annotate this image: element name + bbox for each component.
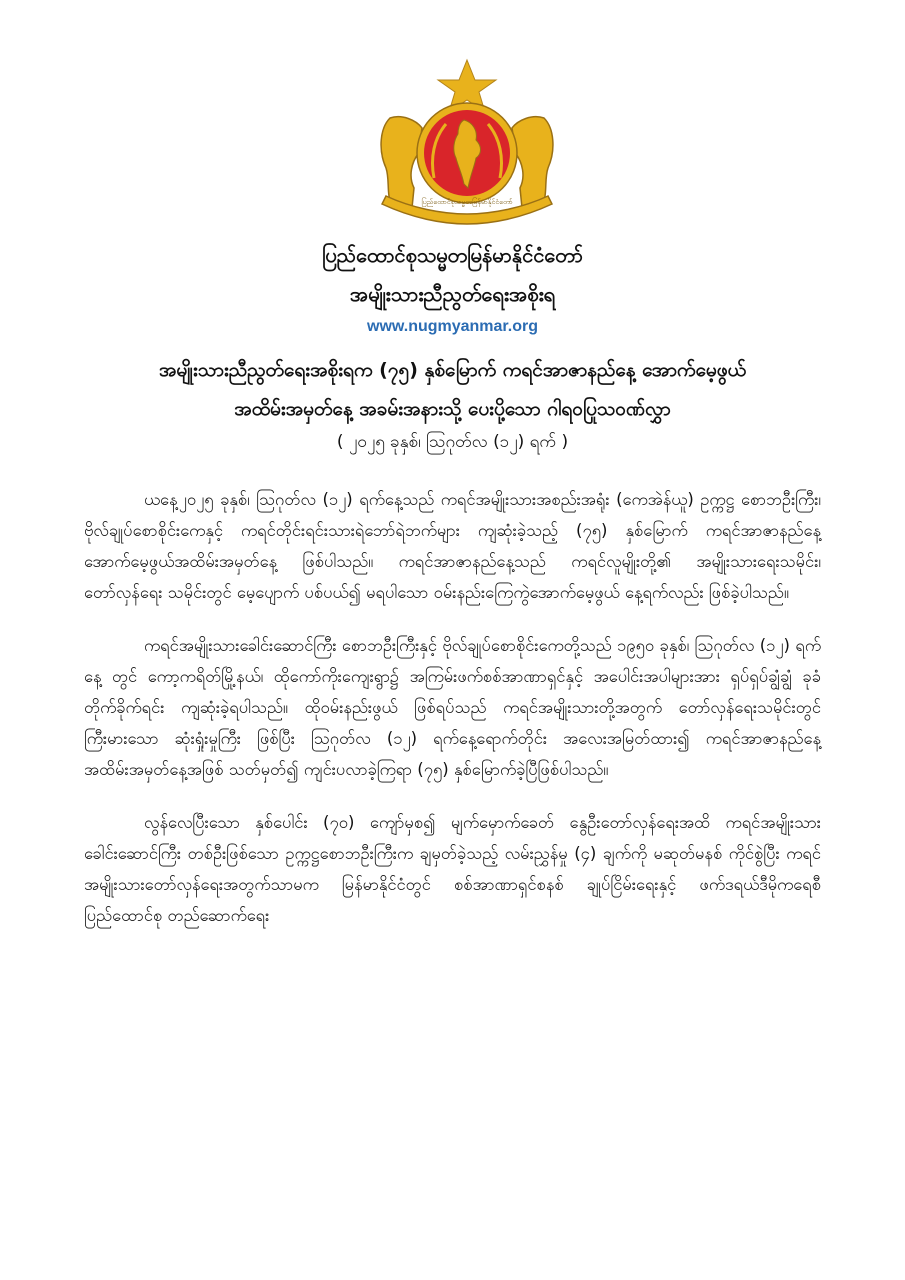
ministry-name: အမျိုးသားညီညွတ်ရေးအစိုးရ bbox=[349, 282, 556, 306]
emblem-caption: ပြည်ထောင်စုသမ္မတမြန်မာနိုင်ငံတော် bbox=[421, 198, 513, 206]
right-lion-icon bbox=[512, 117, 553, 208]
left-lion-icon bbox=[381, 117, 422, 208]
statement-date: ( ၂၀၂၅ ခုနှစ်၊ သြဂုတ်လ (၁၂) ရက် ) bbox=[336, 432, 569, 452]
statement-body bbox=[84, 484, 821, 953]
state-emblem bbox=[372, 58, 562, 230]
paragraph-2: ကရင်အမျိုးသားခေါင်းဆောင်ကြီး စောဘဦးကြီးနှင့် ဗိုလ်ချုပ်စောစိုင်းကေတို့သည် ၁၉၅၀ ခုနှစ်၊ သြဂုတ်လ (၁၂) ရက်နေ့ တွင် ကော့ကရိတ်မြို့နယ်၊ ထိုကော်ကိုးကျေးရွာ၌ အကြမ်းဖက်စစ်အာဏာရှင်နှင့် အပေါင်းအပါများအား ရှပ်ရှပ်ချွံချွံ ခုခံတိုက်ခိုက်ရင်း ကျဆုံးခဲ့ရပါသည်။ ထိုဝမ်းနည်းဖွယ် ဖြစ်ရပ်သည် ကရင်အမျိုးသားတို့အတွက် တော်လှန်ရေးသမိုင်းတွင် ကြီးမားသော ဆုံးရှုံးမှုကြီး ဖြစ်ပြီး သြဂုတ်လ (၁၂) ရက်နေ့ရောက်တိုင်း အလေးအမြတ်ထား၍ ကရင်အာဇာနည်နေ့ အထိမ်းအမှတ်နေ့အဖြစ် သတ်မှတ်၍ ကျင်းပလာခဲ့ကြရာ (၇၅) နှစ်မြောက်ခဲ့ပြီဖြစ်ပါသည်။ bbox=[84, 636, 821, 779]
paragraph-3: လွန်လေပြီးသော နှစ်ပေါင်း (၇၀) ကျော်မှစ၍ မျက်မှောက်ခေတ် နွေဦးတော်လှန်ရေးအထိ ကရင်အမျိုးသားခေါင်းဆောင်ကြီး တစ်ဦးဖြစ်သော ဥက္ကဋ္ဌစောဘဦးကြီးက ချမှတ်ခဲ့သည့် လမ်းညွှန်မှု (၄) ချက်ကို မဆုတ်မနစ် ကိုင်စွဲပြီး ကရင်အမျိုးသားတော်လှန်ရေးအတွက်သာမက မြန်မာနိုင်ငံတွင် စစ်အာဏာရှင်စနစ် ချုပ်ငြိမ်းရေးနှင့် ဖက်ဒရယ်ဒီမိုကရေစီပြည်ထောင်စု တည်ဆောက်ရေး bbox=[84, 813, 821, 925]
government-name: ပြည်ထောင်စုသမ္မတမြန်မာနိုင်ငံတော် bbox=[322, 243, 583, 267]
statement-title-line2: အထိမ်းအမှတ်နေ့ အခမ်းအနားသို့ ပေးပို့သော ဂါရဝပြုသဝဏ်လွှာ bbox=[234, 398, 671, 420]
statement-title-line1: အမျိုးသားညီညွတ်ရေးအစိုးရက (၇၅) နှစ်မြောက် ကရင်အာဇာနည်နေ့ အောက်မေ့ဖွယ် bbox=[158, 359, 747, 381]
paragraph-1: ယနေ့၂၀၂၅ ခုနှစ်၊ သြဂုတ်လ (၁၂) ရက်နေ့သည် ကရင်အမျိုးသားအစည်းအရုံး (ကေအဲန်ယူ) ဥက္ကဋ္ဌ စောဘဦးကြီး၊ ဗိုလ်ချုပ်စောစိုင်းကေနှင့် ကရင်တိုင်းရင်းသားရဲဘော်ရဲဘက်များ ကျဆုံးခဲ့သည့် (၇၅) နှစ်မြောက် ကရင်အာဇာနည်နေ့ အောက်မေ့ဖွယ်အထိမ်းအမှတ်နေ့ ဖြစ်ပါသည်။ ကရင်အာဇာနည်နေ့သည် ကရင်လူမျိုးတို့၏ အမျိုးသားရေးသမိုင်း၊ တော်လှန်ရေး သမိုင်းတွင် မေ့ပျောက် ပစ်ပယ်၍ မရပါသော ဝမ်းနည်းကြေကွဲအောက်မေ့ဖွယ် နေ့ရက်လည်း ဖြစ်ခဲ့ပါသည်။ bbox=[84, 490, 821, 602]
website-link[interactable]: www.nugmyanmar.org bbox=[367, 318, 538, 335]
